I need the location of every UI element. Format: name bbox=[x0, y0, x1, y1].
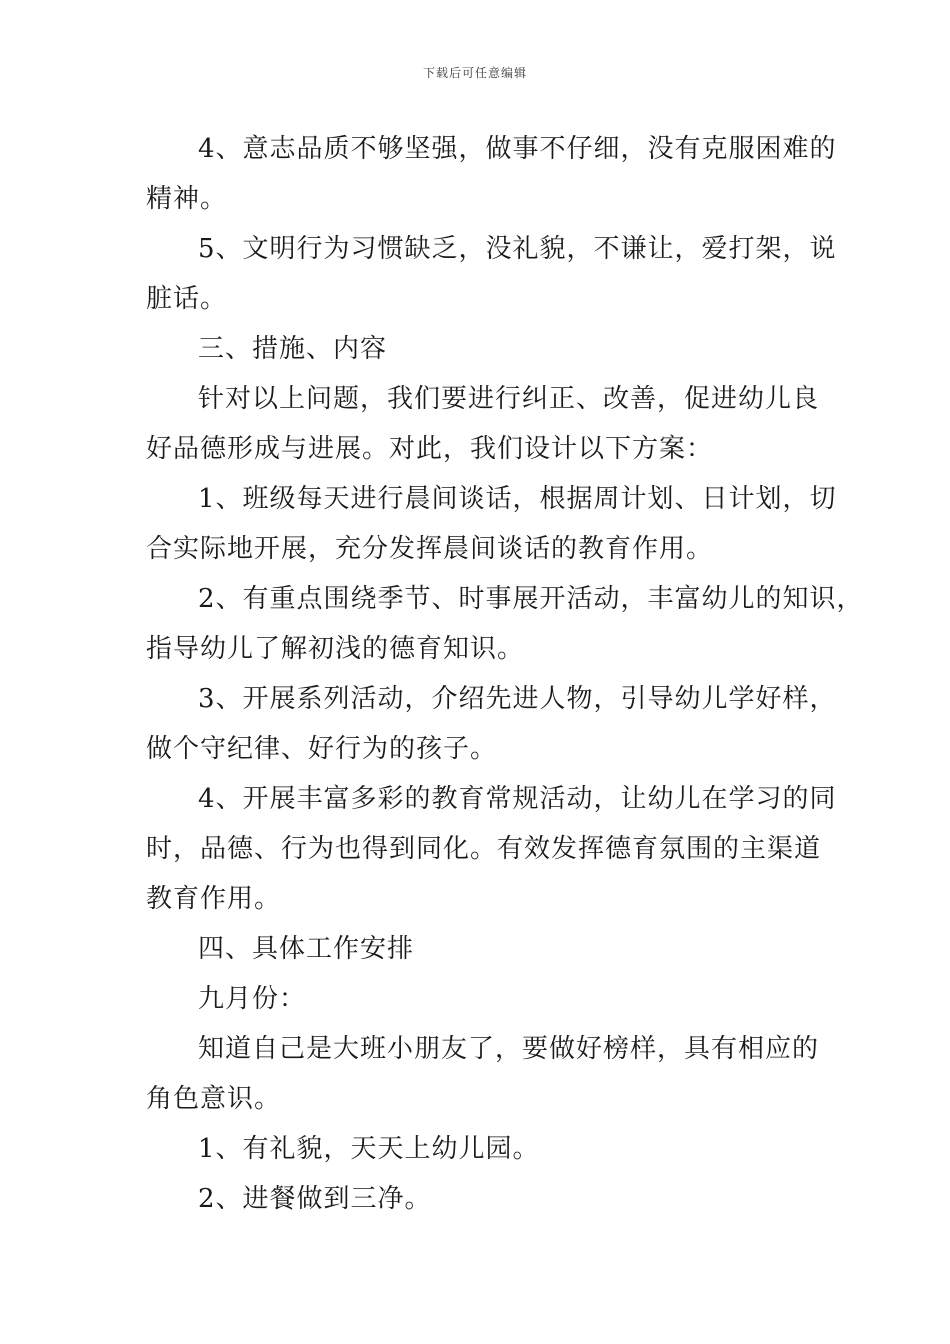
text-line: 脏话。 bbox=[146, 284, 228, 314]
text-line: 精神。 bbox=[146, 184, 228, 214]
text-line: 角色意识。 bbox=[146, 1084, 282, 1114]
text-line: 1、有礼貌，天天上幼儿园。 bbox=[198, 1134, 540, 1164]
text-line: 合实际地开展，充分发挥晨间谈话的教育作用。 bbox=[146, 534, 714, 564]
text-line: 2、进餐做到三净。 bbox=[198, 1184, 432, 1214]
text-line: 针对以上问题，我们要进行纠正、改善，促进幼儿良 bbox=[198, 384, 820, 414]
page-header: 下载后可任意编辑 bbox=[422, 66, 527, 80]
section-heading: 三、措施、内容 bbox=[198, 334, 388, 364]
document-body bbox=[146, 124, 864, 1224]
text-line: 好品德形成与进展。对此，我们设计以下方案： bbox=[146, 434, 714, 464]
text-line: 3、开展系列活动，介绍先进人物，引导幼儿学好样， bbox=[198, 684, 837, 714]
text-line: 指导幼儿了解初浅的德育知识。 bbox=[146, 634, 525, 664]
text-line: 2、有重点围绕季节、时事展开活动，丰富幼儿的知识， bbox=[198, 584, 864, 614]
subsection-heading: 九月份： bbox=[198, 984, 307, 1014]
text-line: 5、文明行为习惯缺乏，没礼貌，不谦让，爱打架，说 bbox=[198, 234, 837, 264]
section-heading: 四、具体工作安排 bbox=[198, 934, 415, 964]
text-line: 4、开展丰富多彩的教育常规活动，让幼儿在学习的同 bbox=[198, 784, 837, 814]
text-line: 时，品德、行为也得到同化。有效发挥德育氛围的主渠道 bbox=[146, 834, 822, 864]
text-line: 做个守纪律、好行为的孩子。 bbox=[146, 734, 498, 764]
text-line: 1、班级每天进行晨间谈话，根据周计划、日计划，切 bbox=[198, 484, 837, 514]
text-line: 知道自己是大班小朋友了，要做好榜样，具有相应的 bbox=[198, 1034, 820, 1064]
text-line: 4、意志品质不够坚强，做事不仔细，没有克服困难的 bbox=[198, 134, 837, 164]
text-line: 教育作用。 bbox=[146, 884, 282, 914]
